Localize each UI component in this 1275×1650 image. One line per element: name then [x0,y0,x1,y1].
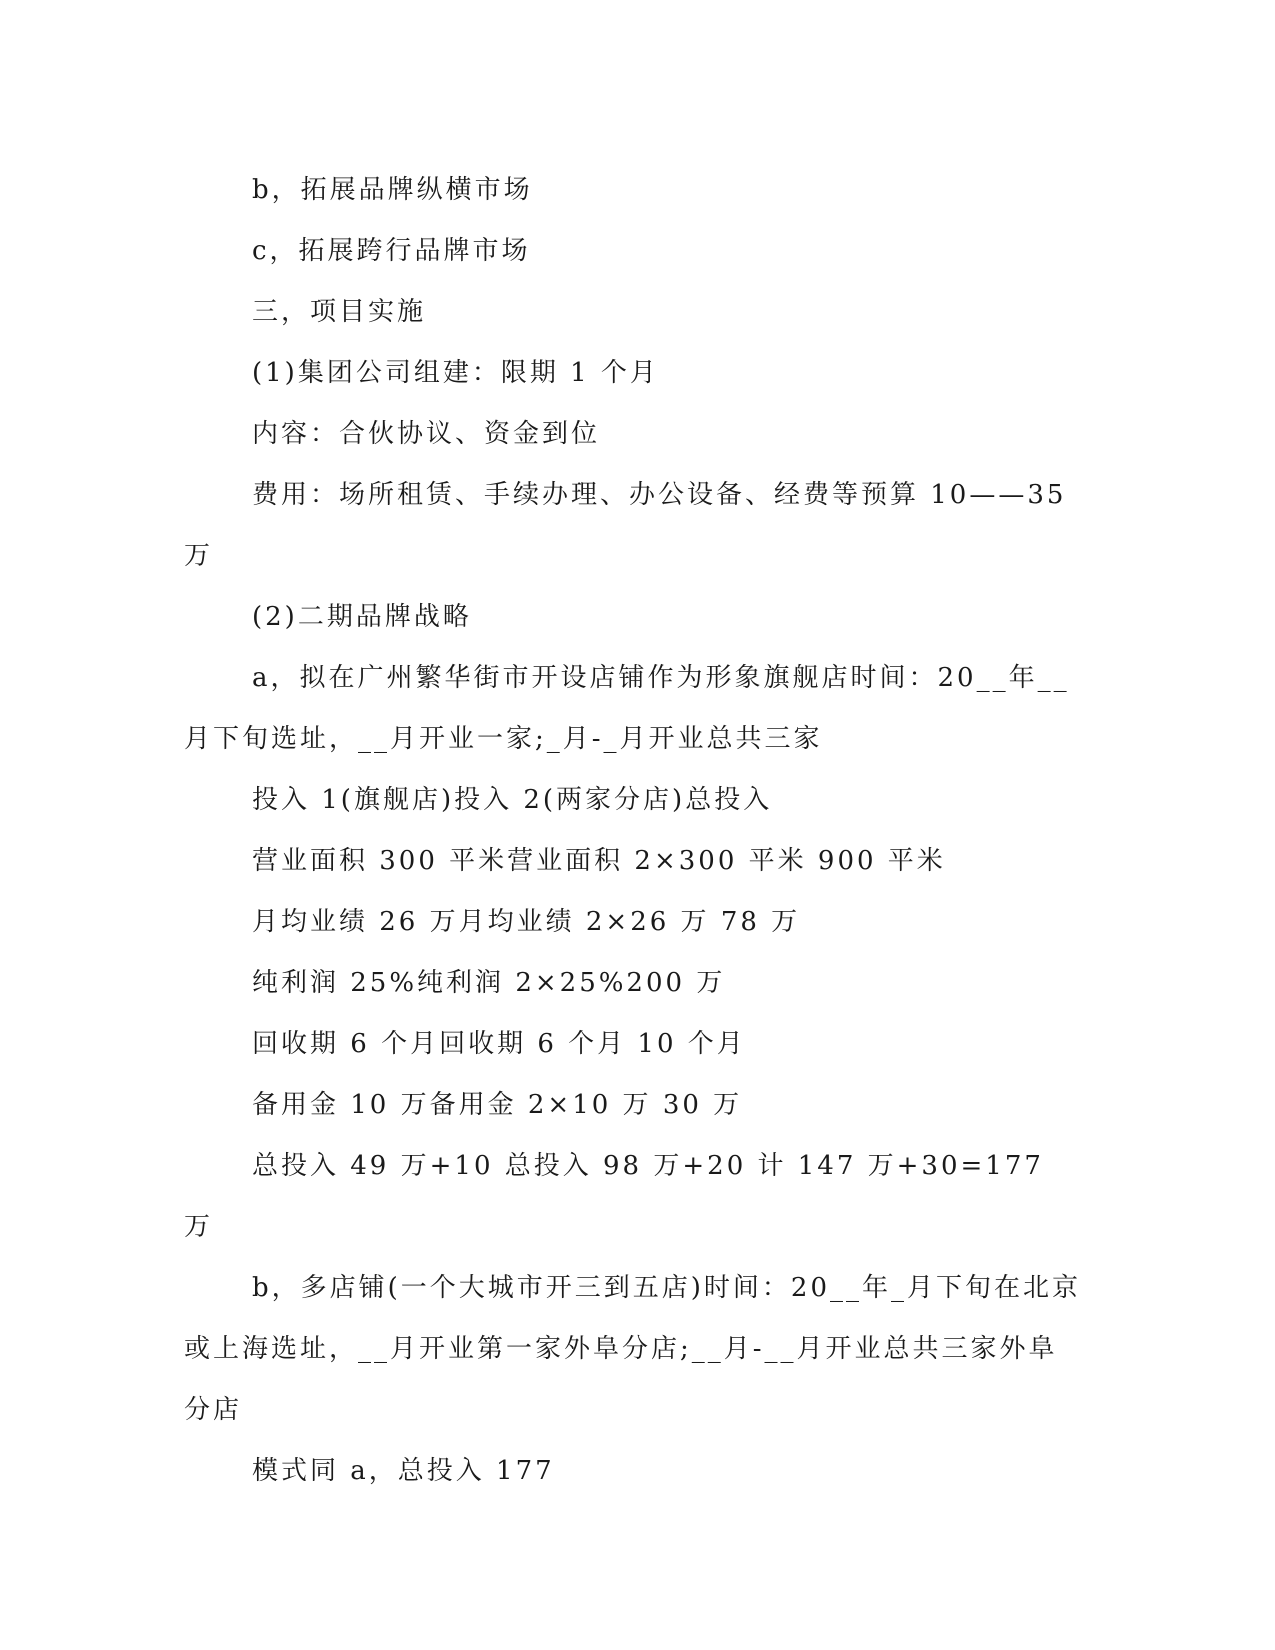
paragraph-a-flagship-store: a，拟在广州繁华街市开设店铺作为形象旗舰店时间：20__年__月下旬选址，__月开业一家;_月-_月开业总共三家 [184,663,1070,754]
paragraph-net-profit: 纯利润 25%纯利润 2×25%200 万 [252,968,726,998]
paragraph-b-multi-store: b，多店铺(一个大城市开三到五店)时间：20__年_月下旬在北京或上海选址，__月开业第一家外阜分店;__月-__月开业总共三家外阜分店 [184,1273,1082,1425]
section-heading-project-implementation: 三，项目实施 [252,297,427,327]
paragraph-payback-period: 回收期 6 个月回收期 6 个月 10 个月 [252,1029,746,1059]
paragraph-c-cross-industry-market: c，拓展跨行品牌市场 [252,236,531,266]
document-body [184,160,1084,1502]
paragraph-group-company-setup: (1)集团公司组建：限期 1 个月 [252,358,659,388]
paragraph-costs: 费用：场所租赁、手续办理、办公设备、经费等预算 10——35 万 [184,480,1078,571]
paragraph-reserve-fund: 备用金 10 万备用金 2×10 万 30 万 [252,1090,743,1120]
paragraph-content: 内容：合伙协议、资金到位 [252,419,601,449]
paragraph-business-area: 营业面积 300 平米营业面积 2×300 平米 900 平米 [252,846,946,876]
paragraph-phase-two-brand-strategy: (2)二期品牌战略 [252,602,472,632]
paragraph-monthly-performance: 月均业绩 26 万月均业绩 2×26 万 78 万 [252,907,801,937]
paragraph-b-brand-market: b，拓展品牌纵横市场 [252,175,533,205]
paragraph-same-model: 模式同 a，总投入 177 [252,1456,555,1486]
paragraph-investment-header: 投入 1(旗舰店)投入 2(两家分店)总投入 [252,785,773,815]
paragraph-total-investment: 总投入 49 万+10 总投入 98 万+20 计 147 万+30=177 万 [184,1151,1056,1242]
